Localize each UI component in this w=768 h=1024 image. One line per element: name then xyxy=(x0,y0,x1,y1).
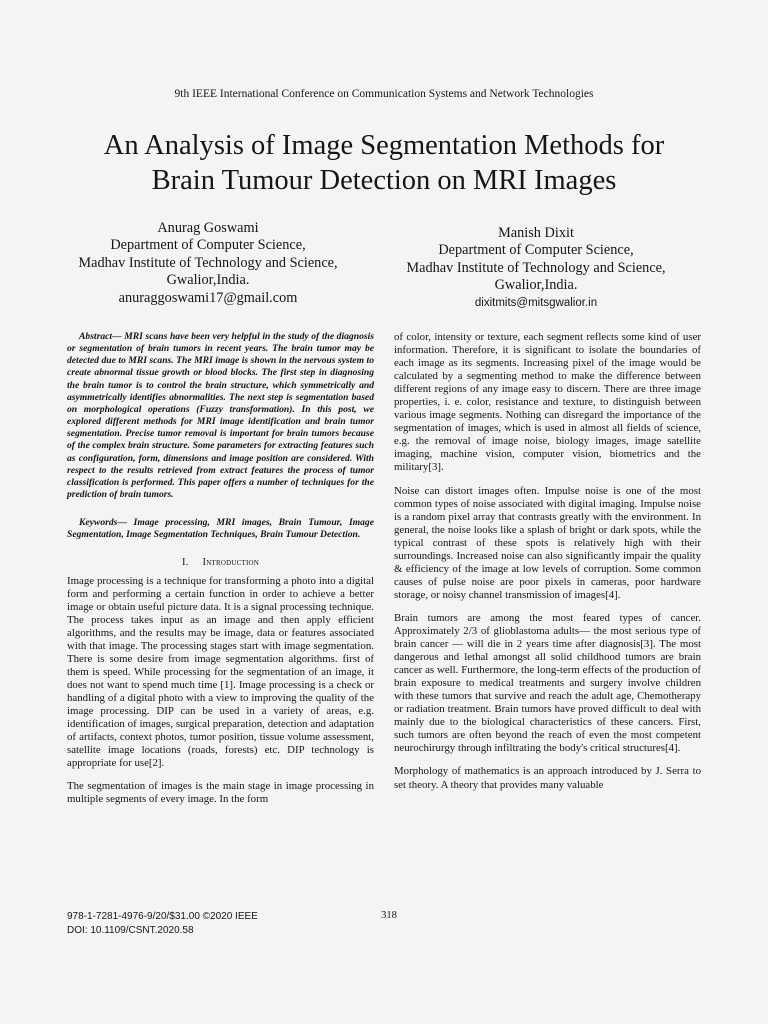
paper-title xyxy=(40,128,728,198)
author-institute: Madhav Institute of Technology and Science, xyxy=(78,254,338,271)
abstract: Abstract— MRI scans have been very helpful in the study of the diagnosis or segmentation of brain tumors in recent years. The brain tumor may be detected due to MRI scans. The MRI image is shown in the nervous system to create abnormal tissue growth or blood blocks. The first step in diagnosing the brain tumor is to control the brain structure, which symmetrically and asymmetrically identifies abnormalities. The next step is segmentation based on morphological operations (Fuzzy transformation). In this post, we explored different methods for MRI image identification and brain tumor segmentation. Precise tumor removal is important for brain tumors because of the complex brain structure. Some parameters for extracting features such as configuration, form, dimensions and image position are considered. With respect to the results retrieved from extract features the process of tumor classification is performed. This paper offers a number of techniques for the prediction of brain tumors. xyxy=(67,331,374,501)
author-institute: Madhav Institute of Technology and Science, xyxy=(406,259,666,276)
author-block-2 xyxy=(388,225,684,312)
author-name: Manish Dixit xyxy=(498,225,574,241)
section-number: I. xyxy=(182,556,189,568)
author-department: Department of Computer Science, xyxy=(110,237,306,254)
body-paragraph-2: Noise can distort images often. Impulse noise is one of the most common types of noise associated with digital imaging. Impulse noise is a random pixel array that contrasts greatly with the environment. In general, the noise looks like a splash of bright or dark spots, while the typical contrast of these spots is relatively high with their surroundings. Increased noise can also significantly impair the quality & efficiency of the image at low levels of corruption. Some common causes of pulse noise are poor pixels in cameras, poor hardware storage, or noisy channel transmission of images[4]. xyxy=(394,484,701,601)
paper-title-line-1: An Analysis of Image Segmentation Methods for xyxy=(103,130,665,161)
author-email[interactable]: anuraggoswami17@gmail.com xyxy=(118,289,298,306)
conference-header: 9th IEEE International Conference on Communication Systems and Network Technologies xyxy=(174,88,594,100)
author-city: Gwalior,India. xyxy=(166,272,250,289)
right-column xyxy=(394,331,701,802)
intro-paragraph-1: Image processing is a technique for transforming a photo into a digital form and performing a certain function in order to achieve a better image or obtain useful picture data. It is a signal processing technique. The process takes input as an image and then apply efficient algorithms, and the results may be image, data or features associated with that image. The processing stages start with image segmentation. There is some desire from image segmentation algorithms. first of them is speed. While processing for the segmentation of an image, it does not want to spend much time [1]. Image processing is a check or handling of a digital photo with a view to improving the quality of the image processing. DIP can be used in a variety of areas, e.g. identification of images, surgical preparation, detection and adaptation of artifacts, context photos, tumor position, tissue volume assessment, satellite image locations (roads, forests) etc. DIP technology is appropriate for use[2]. xyxy=(67,574,374,770)
body-paragraph-1: of color, intensity or texture, each segment reflects some kind of user information. Therefore, it is significant to isolate the boundaries of each image as its segments. Increasing pixel of the image would be calculated by a segmenting method to make the difference between different regions of any image easy to discern. There are three image properties, i. e. color, resistance and texture, to distinguish between various image segments. Nothing can disregard the importance of the segmentation of images, which is used in almost all fields of science, e.g. the removal of image noise, biology images, image satellite imaging, machine vision, computer vision, biometrics and the military[3]. xyxy=(394,331,701,474)
author-city: Gwalior,India. xyxy=(494,277,578,294)
left-column xyxy=(67,331,374,816)
author-department: Department of Computer Science, xyxy=(438,242,634,259)
keywords: Keywords— Image processing, MRI images, Brain Tumour, Image Segmentation, Image Segmentation Techniques, Brain Tumour Detection. xyxy=(67,517,374,541)
intro-paragraph-2: The segmentation of images is the main stage in image processing in multiple segments of every image. In the form xyxy=(67,780,374,806)
paper-title-line-2: Brain Tumour Detection on MRI Images xyxy=(151,165,617,196)
author-name: Anurag Goswami xyxy=(157,220,259,236)
section-title: Introduction xyxy=(202,556,259,568)
body-paragraph-3: Brain tumors are among the most feared types of cancer. Approximately 2/3 of glioblastoma adults— the most serious type of brain cancer — will die in 2 years time after diagnosis[3]. The most dangerous and lethal amongst all solid childhood tumors are brain cancer as well. Furthermore, the long-term effects of the production of brain exposure to medical treatments and surgery involve children with these tumors that survive and reach the adult age, Chemotherapy or radiation treatment. Brain tumors have proved difficult to deal with mainly due to the biological characteristics of these cancers. First, such tumors are often beyond the reach of even the most competent neurochirurgy through infiltrating the body's critical structures[4]. xyxy=(394,611,701,755)
footer-isbn: 978-1-7281-4976-9/20/$31.00 ©2020 IEEE xyxy=(67,911,258,922)
section-heading-introduction xyxy=(67,556,374,569)
footer-publication-info xyxy=(67,910,258,938)
page-number: 318 xyxy=(381,910,397,921)
author-block-1 xyxy=(60,220,356,307)
author-email[interactable]: dixitmits@mitsgwalior.in xyxy=(474,296,598,309)
body-paragraph-4: Morphology of mathematics is an approach introduced by J. Serra to set theory. A theory that provides many valuable xyxy=(394,765,701,791)
footer-doi: DOI: 10.1109/CSNT.2020.58 xyxy=(67,925,194,936)
